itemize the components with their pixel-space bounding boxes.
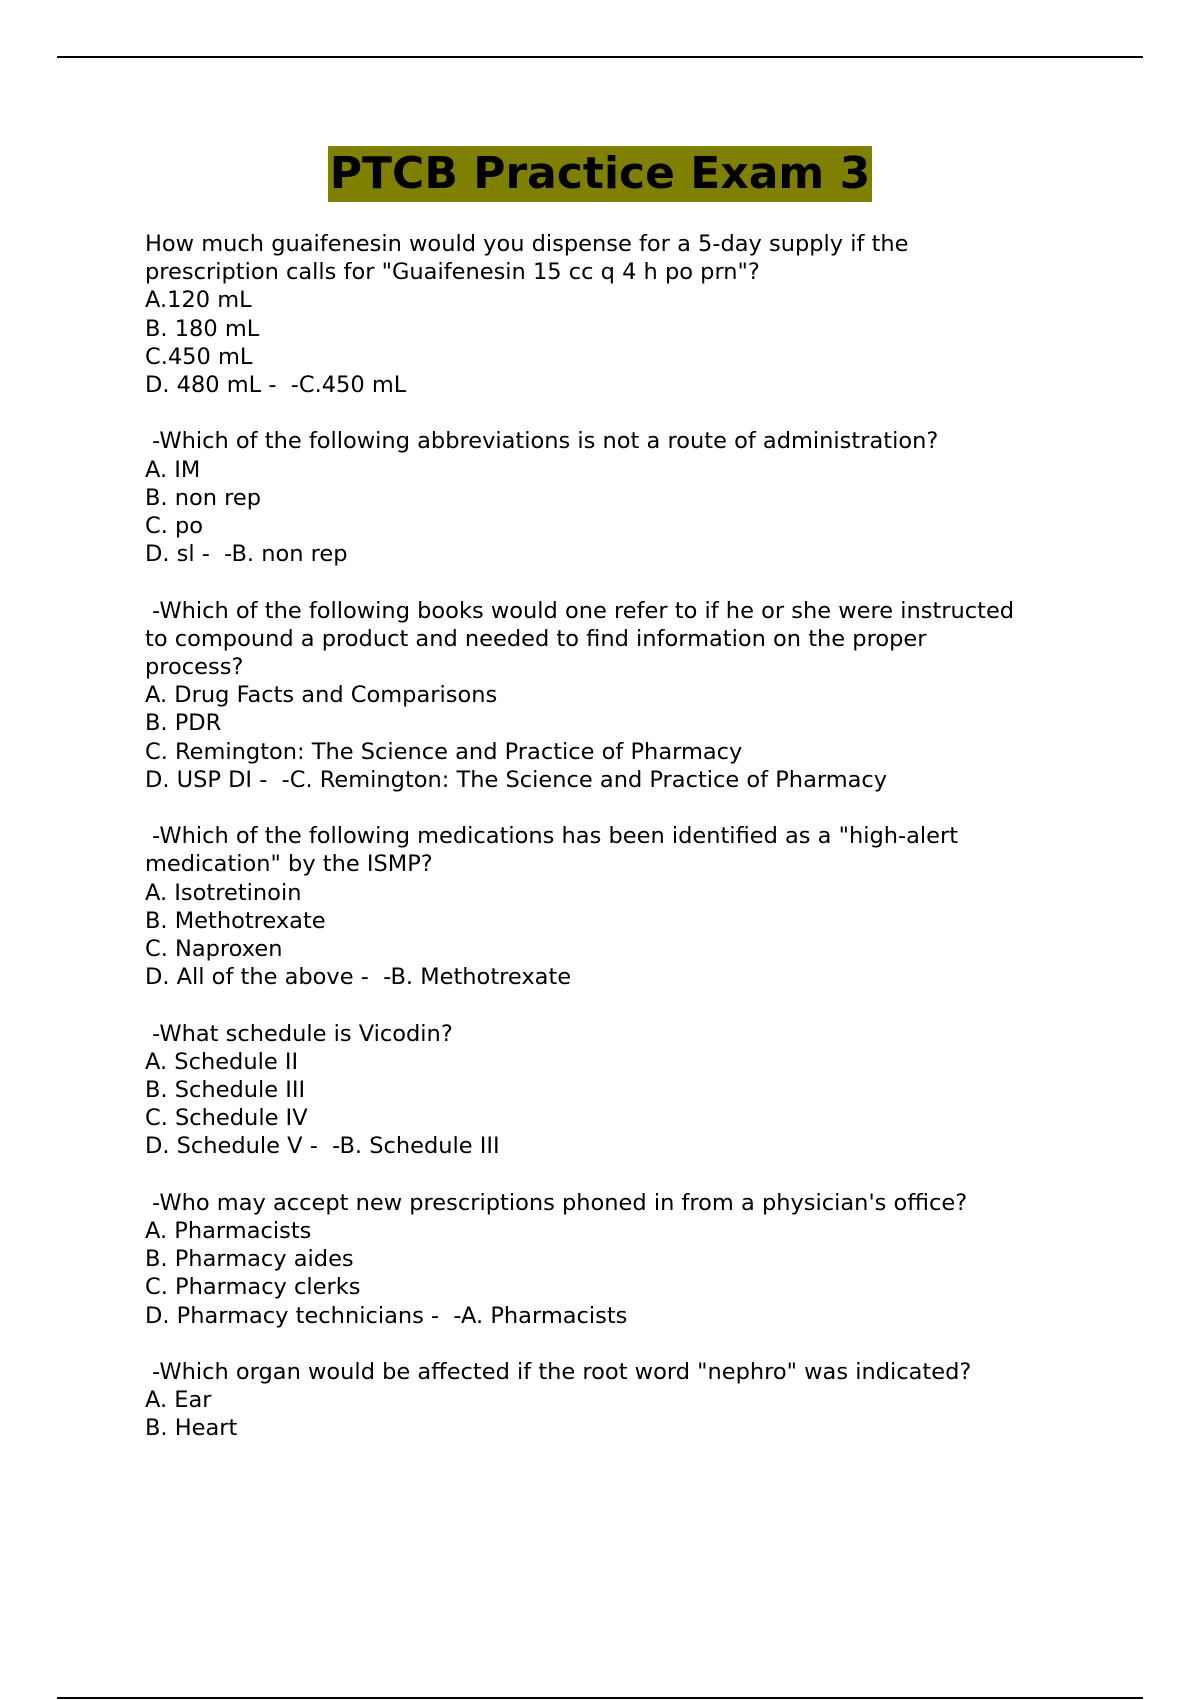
- answer-option: B. Heart: [145, 1415, 238, 1442]
- question-text: process?: [145, 654, 244, 681]
- question-block: [145, 1020, 1105, 1161]
- question-text: -Which of the following books would one refer to if he or she were instructed: [145, 597, 1015, 624]
- question-block: [145, 427, 1105, 568]
- answer-option: A. Ear: [145, 1387, 212, 1414]
- question-text: -Which of the following medications has been identified as a "high-alert: [145, 823, 959, 850]
- answer-option-with-key: D. All of the above - -B. Methotrexate: [145, 964, 572, 991]
- answer-option: C. Pharmacy clerks: [145, 1274, 361, 1301]
- answer-option: B. Pharmacy aides: [145, 1246, 354, 1273]
- answer-option-with-key: D. 480 mL - -C.450 mL: [145, 372, 407, 399]
- question-text: medication" by the ISMP?: [145, 851, 433, 878]
- answer-option: A. Drug Facts and Comparisons: [145, 682, 498, 709]
- question-text: to compound a product and needed to find information on the proper: [145, 625, 927, 652]
- question-text: -Who may accept new prescriptions phoned in from a physician's office?: [145, 1189, 968, 1216]
- answer-option: B. 180 mL: [145, 315, 260, 342]
- answer-option: C. po: [145, 513, 204, 540]
- question-block: [145, 1189, 1105, 1330]
- answer-option: C. Remington: The Science and Practice of Pharmacy: [145, 738, 743, 765]
- answer-option: A.120 mL: [145, 287, 252, 314]
- answer-option: A. Pharmacists: [145, 1218, 312, 1245]
- answer-option: C. Schedule IV: [145, 1105, 308, 1132]
- title-container: [0, 146, 1200, 202]
- answer-option: A. IM: [145, 456, 201, 483]
- top-rule: [57, 56, 1143, 58]
- answer-option: C. Naproxen: [145, 936, 283, 963]
- answer-option: B. non rep: [145, 484, 262, 511]
- answer-option-with-key: D. Pharmacy technicians - -A. Pharmacists: [145, 1302, 628, 1329]
- answer-option-with-key: D. sl - -B. non rep: [145, 541, 348, 568]
- question-text: prescription calls for "Guaifenesin 15 cc q 4 h po prn"?: [145, 259, 760, 286]
- question-list: [145, 230, 1105, 1471]
- question-block: [145, 822, 1105, 991]
- question-text: -Which of the following abbreviations is not a route of administration?: [145, 428, 939, 455]
- question-block: [145, 230, 1105, 399]
- question-text: -What schedule is Vicodin?: [145, 1020, 453, 1047]
- question-text: How much guaifenesin would you dispense for a 5-day supply if the: [145, 231, 909, 257]
- answer-option-with-key: D. Schedule V - -B. Schedule III: [145, 1133, 500, 1160]
- question-block: [145, 1358, 1105, 1443]
- answer-option: A. Schedule II: [145, 1048, 299, 1075]
- bottom-rule: [57, 1697, 1143, 1699]
- answer-option: B. Schedule III: [145, 1077, 306, 1104]
- question-text: -Which organ would be affected if the root word "nephro" was indicated?: [145, 1359, 972, 1386]
- question-block: [145, 597, 1105, 794]
- answer-option: B. Methotrexate: [145, 907, 326, 934]
- page-title: PTCB Practice Exam 3: [328, 146, 872, 202]
- answer-option: A. Isotretinoin: [145, 879, 302, 906]
- answer-option: B. PDR: [145, 710, 222, 737]
- answer-option: C.450 mL: [145, 343, 253, 370]
- answer-option-with-key: D. USP DI - -C. Remington: The Science and Practice of Pharmacy: [145, 766, 888, 793]
